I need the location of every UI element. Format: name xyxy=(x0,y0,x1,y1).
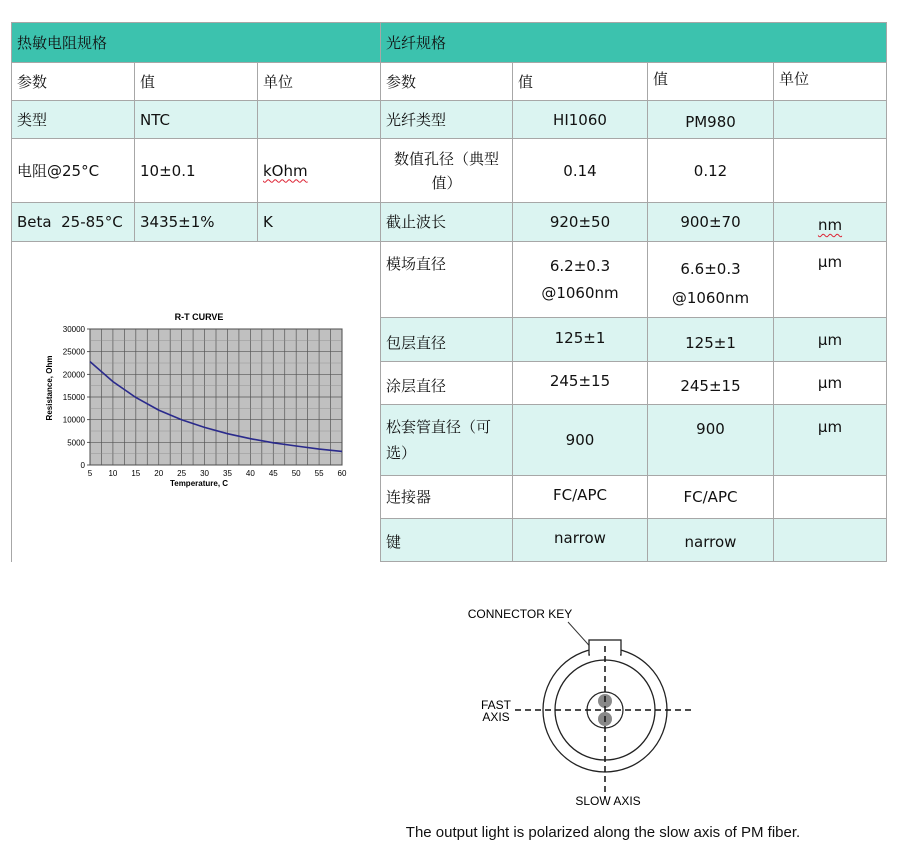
fiber-row-v1 xyxy=(513,476,648,519)
param-text: 连接器 xyxy=(386,488,432,506)
col-label: 单位 xyxy=(779,70,810,88)
value-text: 125±1 xyxy=(554,328,606,347)
thermistor-row-value xyxy=(135,139,258,203)
pm-fiber-diagram xyxy=(0,568,899,868)
fiber-row-param xyxy=(381,203,513,242)
fiber-header-text: 光纤规格 xyxy=(386,33,447,52)
fiber-row-v2 xyxy=(648,139,774,203)
fiber-col-param xyxy=(381,63,513,101)
chart-xtick-label: 60 xyxy=(337,469,347,478)
fast-axis-label xyxy=(481,698,512,724)
fast-axis-label-line: FAST xyxy=(480,698,512,712)
col-label: 参数 xyxy=(386,72,417,91)
chart-title: R-T CURVE xyxy=(174,312,224,322)
fiber-row-v1 xyxy=(513,362,648,405)
param-text: 键 xyxy=(386,533,402,551)
fiber-row-v2 xyxy=(648,362,774,405)
fiber-row-v1 xyxy=(513,242,648,318)
fiber-row-v1 xyxy=(513,519,648,562)
chart-xtick-label: 15 xyxy=(131,469,141,478)
param-text: 电阻@25°C xyxy=(17,161,100,180)
unit-text: μm xyxy=(817,418,843,436)
unit-text: μm xyxy=(817,374,843,392)
fiber-row-v2 xyxy=(648,101,774,139)
fiber-row-param xyxy=(381,101,513,139)
param-text: 模场直径 xyxy=(386,255,447,273)
fiber-header xyxy=(381,23,887,63)
chart-xtick-label: 35 xyxy=(223,469,232,478)
fiber-row-v1 xyxy=(513,139,648,203)
fiber-col-value1 xyxy=(513,63,648,101)
chart-xtick-label: 50 xyxy=(291,469,301,478)
thermistor-col-value xyxy=(135,63,258,101)
param-text: 包层直径 xyxy=(386,333,447,352)
value-text: 245±15 xyxy=(549,372,611,390)
fiber-row-v2 xyxy=(648,203,774,242)
rt-curve-cell xyxy=(12,242,381,562)
chart-xtick-label: 20 xyxy=(154,469,164,478)
value-text: FC/APC xyxy=(553,486,607,504)
thermistor-row-unit xyxy=(258,101,381,139)
param-text: 数值孔径（典型值） xyxy=(393,149,499,192)
fiber-row-param xyxy=(381,519,513,562)
fiber-row-unit xyxy=(774,101,887,139)
thermistor-col-unit xyxy=(258,63,381,101)
col-label: 值 xyxy=(140,72,156,91)
param-text: Beta 25-85°C xyxy=(17,213,123,231)
fiber-row-param xyxy=(381,476,513,519)
chart-xtick-label: 40 xyxy=(245,469,255,478)
fiber-row-unit xyxy=(774,519,887,562)
value-text: 900 xyxy=(565,431,595,449)
value-text: HI1060 xyxy=(553,110,607,129)
value-text: 10±0.1 xyxy=(140,161,196,180)
chart-ytick-label: 0 xyxy=(80,461,85,470)
value-text: 920±50 xyxy=(549,213,611,231)
chart-xtick-label: 45 xyxy=(268,469,278,478)
connector-key-label: CONNECTOR KEY xyxy=(467,607,573,621)
thermistor-row-param xyxy=(12,139,135,203)
value-text: NTC xyxy=(140,110,170,129)
fiber-row-unit xyxy=(774,203,887,242)
thermistor-row-unit xyxy=(258,203,381,242)
unit-text: μm xyxy=(817,253,843,271)
col-label: 值 xyxy=(653,70,669,88)
fiber-row-param xyxy=(381,242,513,318)
fiber-row-param xyxy=(381,139,513,203)
slow-axis-label: SLOW AXIS xyxy=(575,794,641,808)
chart-xtick-label: 55 xyxy=(314,469,324,478)
fiber-row-unit xyxy=(774,476,887,519)
fiber-col-unit xyxy=(774,63,887,101)
fiber-row-v2 xyxy=(648,242,774,318)
fiber-row-v1 xyxy=(513,318,648,362)
value-text: 900±70 xyxy=(680,213,741,231)
fiber-row-param xyxy=(381,405,513,476)
chart-ytick-label: 30000 xyxy=(62,325,85,334)
fast-axis-label-line: AXIS xyxy=(482,710,510,724)
chart-ytick-label: 20000 xyxy=(62,370,85,380)
unit-text: kOhm xyxy=(263,161,308,180)
unit-text: K xyxy=(263,213,273,231)
col-label: 单位 xyxy=(263,72,294,91)
chart-ylabel: Resistance, Ohm xyxy=(45,355,54,421)
value-text: narrow xyxy=(554,529,606,547)
value-text: 6.2±0.3 @1060nm xyxy=(541,257,619,302)
fiber-row-v2 xyxy=(648,476,774,519)
param-text: 截止波长 xyxy=(386,213,447,231)
param-text: 涂层直径 xyxy=(386,377,447,395)
chart-ytick-label: 25000 xyxy=(62,347,85,357)
value-text: 125±1 xyxy=(685,333,736,352)
thermistor-row-param xyxy=(12,101,135,139)
fiber-row-v1 xyxy=(513,203,648,242)
diagram-caption: The output light is polarized along the slow axis of PM fiber. xyxy=(405,824,801,841)
fiber-row-v1 xyxy=(513,405,648,476)
thermistor-header-text: 热敏电阻规格 xyxy=(17,33,108,52)
value-text: 3435±1% xyxy=(140,213,215,231)
chart-xtick-label: 25 xyxy=(177,469,187,478)
param-text: 松套管直径（可选） xyxy=(386,417,492,462)
col-label: 参数 xyxy=(17,72,48,91)
chart-ytick-label: 5000 xyxy=(67,438,85,448)
thermistor-header xyxy=(12,23,381,63)
col-label: 值 xyxy=(518,72,534,91)
rt-curve-chart xyxy=(12,242,380,561)
thermistor-col-param xyxy=(12,63,135,101)
fiber-row-unit xyxy=(774,242,887,318)
unit-text: μm xyxy=(817,330,843,349)
chart-xtick-label: 10 xyxy=(108,469,118,478)
thermistor-row-value xyxy=(135,203,258,242)
fiber-row-v2 xyxy=(648,318,774,362)
fiber-col-value2 xyxy=(648,63,774,101)
param-text: 类型 xyxy=(17,110,48,129)
fiber-row-unit xyxy=(774,405,887,476)
value-text: 900 xyxy=(696,420,725,438)
value-text: FC/APC xyxy=(683,488,738,506)
fiber-row-unit xyxy=(774,362,887,405)
value-text: PM980 xyxy=(685,112,736,131)
value-text: 6.6±0.3 @1060nm xyxy=(671,260,750,307)
chart-plot-area xyxy=(63,325,347,478)
chart-ytick-label: 10000 xyxy=(62,415,85,425)
thermistor-row-param xyxy=(12,203,135,242)
fiber-row-v2 xyxy=(648,405,774,476)
thermistor-row-unit xyxy=(258,139,381,203)
chart-xtick-label: 30 xyxy=(200,469,209,478)
fiber-row-unit xyxy=(774,318,887,362)
value-text: 245±15 xyxy=(680,377,741,395)
unit-text: nm xyxy=(817,216,843,234)
value-text: 0.14 xyxy=(563,161,597,180)
thermistor-row-value xyxy=(135,101,258,139)
fiber-row-unit xyxy=(774,139,887,203)
fiber-row-param xyxy=(381,362,513,405)
fiber-row-param xyxy=(381,318,513,362)
param-text: 光纤类型 xyxy=(386,110,447,129)
fiber-row-v2 xyxy=(648,519,774,562)
value-text: 0.12 xyxy=(693,161,728,180)
chart-xtick-label: 5 xyxy=(87,469,93,478)
chart-xlabel: Temperature, C xyxy=(169,479,229,488)
fiber-row-v1 xyxy=(513,101,648,139)
spec-table xyxy=(11,22,887,562)
chart-ytick-label: 15000 xyxy=(62,393,85,402)
value-text: narrow xyxy=(684,533,737,551)
